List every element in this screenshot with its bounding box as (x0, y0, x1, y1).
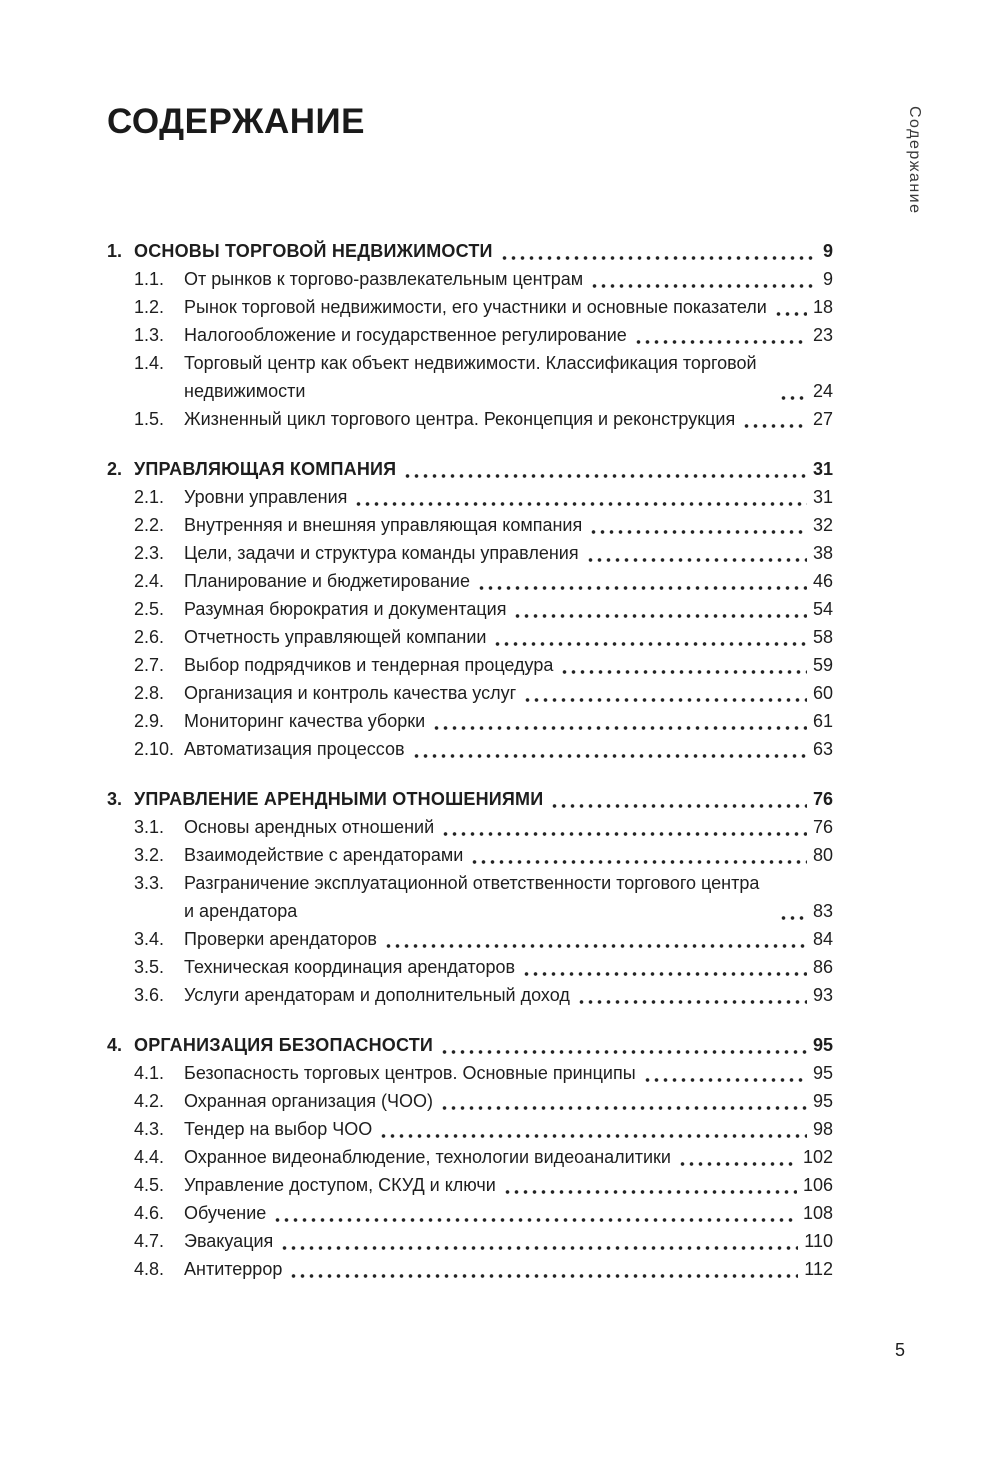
entry-title: Безопасность торговых центров. Основные принципы (184, 1063, 636, 1083)
entry-title: Разумная бюрократия и документация (184, 599, 507, 619)
dot-leader (403, 474, 807, 478)
toc-entry (107, 707, 833, 735)
toc-entry (107, 1143, 833, 1171)
entry-title: Проверки арендаторов (184, 929, 377, 949)
entry-number: 2.10. (134, 739, 175, 759)
toc-entry (107, 925, 833, 953)
entry-page: 32 (812, 515, 833, 535)
entry-page: 83 (812, 901, 833, 921)
entry-number: 3.4. (134, 929, 165, 949)
toc-entry (107, 349, 833, 405)
toc-entry (107, 265, 833, 293)
entry-number: 1.2. (134, 297, 165, 317)
entry-number: 4.3. (134, 1119, 165, 1139)
toc-entry (107, 511, 833, 539)
entry-title: Антитеррор (184, 1259, 283, 1279)
entry-title: Управление доступом, СКУД и ключи (184, 1175, 496, 1195)
dot-leader (589, 530, 807, 534)
entry-number: 1. (107, 241, 123, 261)
dot-leader (432, 726, 807, 730)
dot-leader (354, 502, 807, 506)
toc-entry (107, 1115, 833, 1143)
dot-leader (643, 1078, 807, 1082)
toc-entry (107, 539, 833, 567)
toc-entry (107, 651, 833, 679)
entry-page: 84 (812, 929, 833, 949)
entry-title: Обучение (184, 1203, 267, 1223)
dot-leader (590, 284, 817, 288)
entry-title: УПРАВЛЕНИЕ АРЕНДНЫМИ ОТНОШЕНИЯМИ (134, 789, 544, 809)
entry-title: Выбор подрядчиков и тендерная процедура (184, 655, 554, 675)
entry-title: Основы арендных отношений (184, 817, 435, 837)
entry-title: Организация и контроль качества услуг (184, 683, 517, 703)
entry-page: 98 (812, 1119, 833, 1139)
dot-leader (742, 424, 807, 428)
dot-leader (500, 256, 817, 260)
entry-page: 18 (812, 297, 833, 317)
entry-page: 60 (812, 683, 833, 703)
entry-page: 76 (812, 817, 833, 837)
dot-leader (477, 586, 807, 590)
dot-leader (678, 1162, 797, 1166)
entry-number: 4.1. (134, 1063, 165, 1083)
entry-number: 2.6. (134, 627, 165, 647)
toc-entry (107, 567, 833, 595)
entry-number: 4. (107, 1035, 123, 1055)
entry-number: 1.4. (134, 353, 165, 373)
toc-entry (107, 483, 833, 511)
entry-number: 3. (107, 789, 123, 809)
entry-title: УПРАВЛЯЮЩАЯ КОМПАНИЯ (134, 459, 397, 479)
entry-page: 9 (822, 269, 833, 289)
toc-entry (107, 679, 833, 707)
dot-leader (440, 1106, 807, 1110)
entry-number: 3.6. (134, 985, 165, 1005)
entry-page: 93 (812, 985, 833, 1005)
entry-number: 2.3. (134, 543, 165, 563)
entry-page: 23 (812, 325, 833, 345)
entry-number: 4.2. (134, 1091, 165, 1111)
toc-section (107, 1031, 833, 1283)
entry-title: Автоматизация процессов (184, 739, 405, 759)
dot-leader (560, 670, 807, 674)
entry-page: 102 (802, 1147, 833, 1167)
entry-page: 106 (802, 1175, 833, 1195)
dot-leader (586, 558, 807, 562)
entry-page: 63 (812, 739, 833, 759)
page-title: СОДЕРЖАНИЕ (107, 102, 366, 141)
entry-page: 24 (812, 381, 833, 401)
toc-entry (107, 1199, 833, 1227)
dot-leader (523, 698, 807, 702)
entry-page: 31 (812, 487, 833, 507)
dot-leader (412, 754, 807, 758)
toc-section (107, 785, 833, 1009)
entry-number: 4.7. (134, 1231, 165, 1251)
entry-page: 59 (812, 655, 833, 675)
entry-title: ОРГАНИЗАЦИЯ БЕЗОПАСНОСТИ (134, 1035, 434, 1055)
entry-title: Эвакуация (184, 1231, 274, 1251)
entry-page: 58 (812, 627, 833, 647)
entry-title: Торговый центр как объект недвижимости. Классификация торговой недвижимости (184, 353, 757, 401)
dot-leader (774, 312, 807, 316)
dot-leader (513, 614, 807, 618)
dot-leader (440, 1050, 807, 1054)
toc-section (107, 455, 833, 763)
entry-number: 2.2. (134, 515, 165, 535)
entry-number: 1.1. (134, 269, 165, 289)
dot-leader (384, 944, 807, 948)
entry-title: Внутренняя и внешняя управляющая компания (184, 515, 583, 535)
entry-title: Взаимодействие с арендаторами (184, 845, 464, 865)
entry-page: 38 (812, 543, 833, 563)
entry-number: 2.8. (134, 683, 165, 703)
toc-section-heading (107, 237, 833, 265)
entry-page: 95 (812, 1063, 833, 1083)
entry-number: 4.4. (134, 1147, 165, 1167)
dot-leader (289, 1274, 798, 1278)
dot-leader (470, 860, 807, 864)
dot-leader (441, 832, 807, 836)
entry-title: Налогообложение и государственное регулирование (184, 325, 627, 345)
entry-page: 110 (804, 1231, 833, 1251)
toc-entry (107, 1227, 833, 1255)
entry-title: Отчетность управляющей компании (184, 627, 487, 647)
entry-number: 1.3. (134, 325, 165, 345)
entry-number: 2.1. (134, 487, 165, 507)
entry-page: 54 (812, 599, 833, 619)
toc-section (107, 237, 833, 433)
toc-entry (107, 813, 833, 841)
toc-entry (107, 321, 833, 349)
toc-entry (107, 405, 833, 433)
entry-title: Уровни управления (184, 487, 348, 507)
entry-number: 2.4. (134, 571, 165, 591)
entry-title: Жизненный цикл торгового центра. Реконцепция и реконструкция (184, 409, 736, 429)
entry-title: Тендер на выбор ЧОО (184, 1119, 373, 1139)
entry-title: ОСНОВЫ ТОРГОВОЙ НЕДВИЖИМОСТИ (134, 241, 493, 261)
entry-number: 2. (107, 459, 123, 479)
entry-title: Рынок торговой недвижимости, его участники и основные показатели (184, 297, 767, 317)
dot-leader (522, 972, 807, 976)
entry-title: От рынков к торгово-развлекательным центрам (184, 269, 584, 289)
entry-title: Охранное видеонаблюдение, технологии видеоаналитики (184, 1147, 671, 1167)
toc-section-heading (107, 455, 833, 483)
entry-number: 2.7. (134, 655, 165, 675)
toc-section-heading (107, 1031, 833, 1059)
table-of-contents (107, 237, 833, 1283)
entry-number: 3.1. (134, 817, 165, 837)
entry-title: Планирование и бюджетирование (184, 571, 470, 591)
entry-number: 4.8. (134, 1259, 165, 1279)
dot-leader (493, 642, 807, 646)
entry-page: 61 (812, 711, 833, 731)
entry-title: Разграничение эксплуатационной ответственности торгового центра и арендатора (184, 873, 760, 921)
entry-page: 108 (802, 1203, 833, 1223)
entry-number: 3.2. (134, 845, 165, 865)
dot-leader (550, 804, 807, 808)
entry-title: Охранная организация (ЧОО) (184, 1091, 434, 1111)
entry-number: 4.6. (134, 1203, 165, 1223)
toc-entry (107, 1059, 833, 1087)
entry-title: Мониторинг качества уборки (184, 711, 426, 731)
toc-entry (107, 735, 833, 763)
entry-page: 27 (812, 409, 833, 429)
entry-number: 3.3. (134, 873, 165, 893)
entry-number: 2.5. (134, 599, 165, 619)
toc-entry (107, 1087, 833, 1115)
toc-entry (107, 981, 833, 1009)
toc-entry (107, 869, 833, 925)
toc-entry (107, 623, 833, 651)
dot-leader (634, 340, 807, 344)
toc-entry (107, 841, 833, 869)
dot-leader (379, 1134, 807, 1138)
entry-page: 31 (812, 459, 833, 479)
entry-title: Услуги арендаторам и дополнительный доход (184, 985, 570, 1005)
dot-leader (273, 1218, 797, 1222)
entry-page: 95 (812, 1091, 833, 1111)
page-number: 5 (894, 1340, 905, 1360)
entry-number: 1.5. (134, 409, 165, 429)
toc-entry (107, 1171, 833, 1199)
entry-title: Цели, задачи и структура команды управления (184, 543, 579, 563)
entry-title: Техническая координация арендаторов (184, 957, 516, 977)
entry-number: 2.9. (134, 711, 165, 731)
entry-page: 80 (812, 845, 833, 865)
entry-number: 3.5. (134, 957, 165, 977)
entry-page: 95 (812, 1035, 833, 1055)
dot-leader (779, 396, 807, 400)
entry-page: 9 (822, 241, 833, 261)
entry-page: 76 (812, 789, 833, 809)
entry-page: 86 (812, 957, 833, 977)
toc-entry (107, 595, 833, 623)
dot-leader (503, 1190, 797, 1194)
dot-leader (280, 1246, 798, 1250)
entry-page: 112 (804, 1259, 833, 1279)
dot-leader (577, 1000, 807, 1004)
running-header-vertical: Содержание (906, 106, 923, 215)
toc-entry (107, 953, 833, 981)
entry-page: 46 (812, 571, 833, 591)
toc-entry (107, 1255, 833, 1283)
toc-entry (107, 293, 833, 321)
toc-section-heading (107, 785, 833, 813)
dot-leader (779, 916, 807, 920)
entry-number: 4.5. (134, 1175, 165, 1195)
